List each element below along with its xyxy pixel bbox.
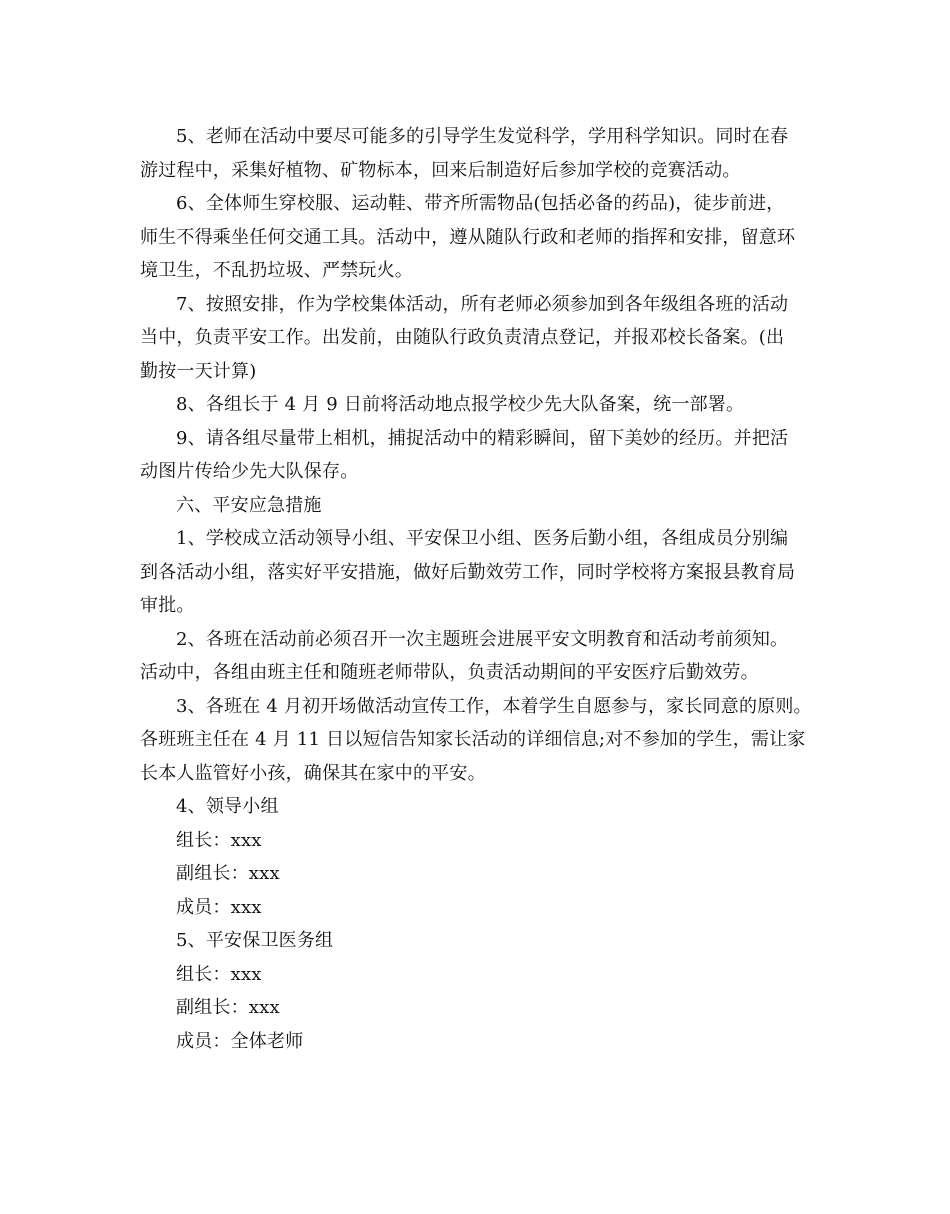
paragraph-item-7-teachers: 7、按照安排，作为学校集体活动，所有老师必须参加到各年级组各班的活动 当中，负责平安工作。出发前，由随队行政负责清点登记，并报邓校长备案。(出 勤按一天计算) xyxy=(140,293,789,382)
deputy-leader-line: 副组长：xxx xyxy=(176,863,280,884)
subheading-safety-medical-group: 5、平安保卫医务组 xyxy=(176,930,334,951)
paragraph-item-6-attire: 6、全体师生穿校服、运动鞋、带齐所需物品(包括必备的药品)，徒步前进， 师生不得乘坐任何交通工具。活动中，遵从随队行政和老师的指挥和安排，留意环 境卫生，不乱扔垃圾、严禁玩火。 xyxy=(140,193,796,281)
leader-line: 组长：xxx xyxy=(176,963,262,985)
paragraph-item-8-deadline: 8、各组长于 4 月 9 日前将活动地点报学校少先大队备案，统一部署。 xyxy=(176,394,745,415)
paragraph-item-3-promotion: 3、各班在 4 月初开场做活动宣传工作，本着学生自愿参与，家长同意的原则。 各班班主任在 4 月 11 日以短信告知家长活动的详细信息;对不参加的学生，需让家 长本人监管好小孩，确保其在家中的平安。 xyxy=(140,695,812,784)
paragraph-item-5-guidance: 5、老师在活动中要尽可能多的引导学生发觉科学，学用科学知识。同时在春 游过程中，采集好植物、矿物标本，回来后制造好后参加学校的竞赛活动。 xyxy=(140,126,789,181)
section-heading-emergency: 六、平安应急措施 xyxy=(176,494,322,516)
subheading-leadership-group: 4、领导小组 xyxy=(176,796,279,817)
paragraph-item-9-camera: 9、请各组尽量带上相机，捕捉活动中的精彩瞬间，留下美妙的经历。并把活 动图片传给少先大队保存。 xyxy=(140,427,789,482)
paragraph-item-1-groups: 1、学校成立活动领导小组、平安保卫小组、医务后勤小组，各组成员分别编 到各活动小组，落实好平安措施，做好后勤效劳工作，同时学校将方案报县教育局 审批。 xyxy=(140,528,796,616)
document-page xyxy=(140,120,820,1058)
paragraph-item-2-class-meeting: 2、各班在活动前必须召开一次主题班会进展平安文明教育和活动考前须知。 活动中，各组由班主任和随班老师带队，负责活动期间的平安医疗后勤效劳。 xyxy=(140,628,789,683)
members-line: 成员：xxx xyxy=(176,896,262,918)
members-line: 成员：全体老师 xyxy=(176,1030,304,1052)
deputy-leader-line: 副组长：xxx xyxy=(176,997,280,1018)
leader-line: 组长：xxx xyxy=(176,829,262,851)
